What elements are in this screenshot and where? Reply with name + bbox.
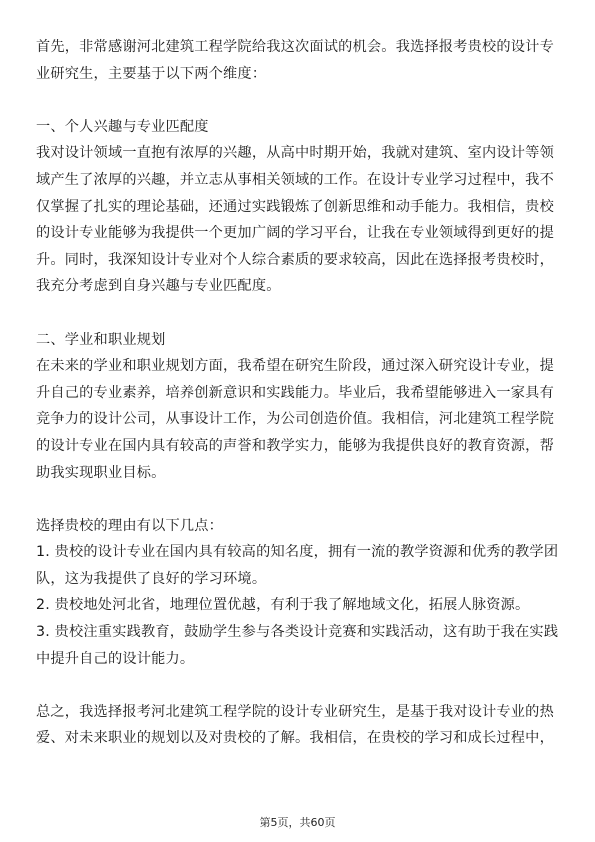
- reason-item-2: 2. 贵校地处河北省，地理位置优越，有利于我了解地域文化，拓展人脉资源。: [36, 597, 530, 614]
- section1-paragraph: 我对设计领域一直抱有浓厚的兴趣，从高中时期开始，我就对建筑、室内设计等领域产生了浓厚的兴趣，并立志从事相关领域的工作。在设计专业学习过程中，我不仅掌握了扎实的理论基础，还通过实践锻炼了创新思维和动手能力。我相信，贵校的设计专业能够为我提供一个更加广阔的学习平台，让我在专业领域得到更好的提升。同时，我深知设计专业对个人综合素质的要求较高，因此在选择报考贵校时，我充分考虑到自身兴趣与专业匹配度。: [36, 145, 554, 295]
- paragraph-gap: [36, 672, 560, 699]
- reasons-heading: 选择贵校的理由有以下几点：: [36, 517, 224, 534]
- section1-heading: 一、个人兴趣与专业匹配度: [36, 118, 209, 135]
- document-body: [36, 34, 560, 752]
- paragraph-gap: [36, 300, 560, 327]
- section2-paragraph: 在未来的学业和职业规划方面，我希望在研究生阶段，通过深入研究设计专业，提升自己的专业素养，培养创新意识和实践能力。毕业后，我希望能够进入一家具有竞争力的设计公司，从事设计工作，为公司创造价值。我相信，河北建筑工程学院的设计专业在国内具有较高的声誉和教学实力，能够为我提供良好的教育资源，帮助我实现职业目标。: [36, 358, 554, 481]
- paragraph-gap: [36, 486, 560, 513]
- reason-item-1: 1. 贵校的设计专业在国内具有较高的知名度，拥有一流的教学资源和优秀的教学团队，这为我提供了良好的学习环境。: [36, 544, 559, 587]
- intro-paragraph: 首先，非常感谢河北建筑工程学院给我这次面试的机会。我选择报考贵校的设计专业研究生，主要基于以下两个维度：: [36, 39, 554, 82]
- section2-heading: 二、学业和职业规划: [36, 331, 166, 348]
- reason-item-3: 3. 贵校注重实践教育，鼓励学生参与各类设计竞赛和实践活动，这有助于我在实践中提升自己的设计能力。: [36, 624, 559, 667]
- conclusion-paragraph: 总之，我选择报考河北建筑工程学院的设计专业研究生，是基于我对设计专业的热爱、对未来职业的规划以及对贵校的了解。我相信，在贵校的学习和成长过程中，: [36, 703, 554, 747]
- paragraph-gap: [36, 87, 560, 114]
- page-number: 第5页，共60页: [259, 816, 336, 829]
